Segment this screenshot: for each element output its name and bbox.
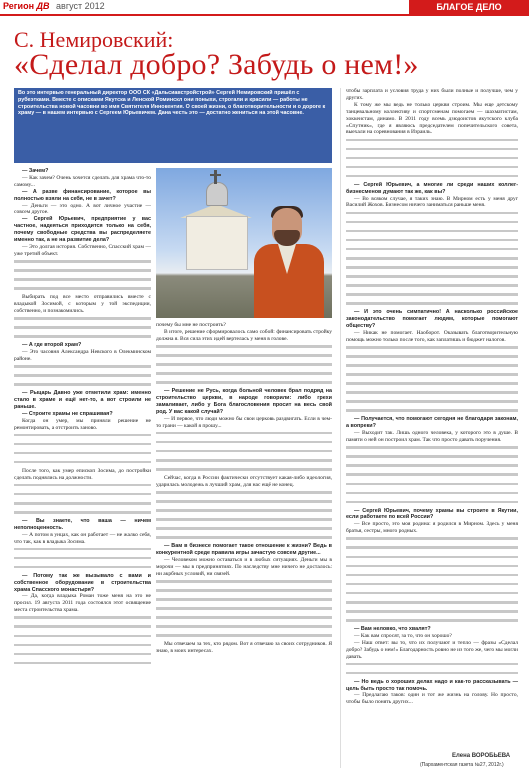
text-line: [14, 616, 151, 623]
text-line: [346, 592, 518, 599]
text-line: [346, 483, 518, 490]
text-line: [156, 616, 332, 623]
text-line: [346, 610, 518, 617]
text-line: [156, 580, 332, 587]
text-line: [156, 354, 332, 361]
text-line: [346, 239, 518, 246]
column-left: [14, 168, 151, 766]
paragraph: — А где второй храм?: [22, 342, 82, 349]
text-line: [346, 583, 518, 590]
text-line: [346, 382, 518, 389]
paragraph: — А разве финансирование, которое вы полностью взяли на себя, не в зачет?: [14, 188, 151, 202]
text-line: [14, 653, 151, 660]
paragraph: После того, как умер епископ Зосима, до постройки сделать поднялись на должности.: [14, 467, 151, 481]
text-line: [14, 461, 151, 468]
text-line: [156, 432, 332, 439]
text-line: [156, 468, 332, 475]
text-line: [346, 464, 518, 471]
text-line: [346, 266, 518, 273]
text-line: [346, 501, 518, 508]
text-line: [346, 355, 518, 362]
paragraph: — Предлагаю таков: один и тот же жизнь на голову. Но просто, чтобы было понять других...: [346, 692, 518, 706]
paragraph: — Вы знаете, что ваша — ничем неполноценность.: [14, 517, 151, 531]
text-line: [346, 293, 518, 300]
portrait-person: [254, 208, 324, 318]
text-line: [346, 601, 518, 608]
text-line: [156, 589, 332, 596]
text-line: [14, 335, 151, 342]
paragraph: В итоге, решение сформировалось само собой: финансировать стройку должна я. Вся сила этих идей вертелась у меня в голове.: [156, 328, 332, 342]
paragraph: — Получается, что помогают сегодня не благодаря законам, а вопреки?: [346, 416, 518, 430]
text-line: [346, 364, 518, 371]
paragraph: — Сергей Юрьевич, а многие ли среди наших коллег-бизнесменов думают так же, как вы?: [346, 181, 518, 195]
text-line: [14, 383, 151, 390]
text-line: [156, 625, 332, 632]
text-line: [14, 365, 151, 372]
text-line: [346, 672, 518, 679]
source-note: (Пархаментская газета №27, 2012г.): [420, 762, 504, 768]
text-line: [346, 556, 518, 563]
headline: «Сделал добро? Забудь о нем!»: [14, 48, 419, 81]
paragraph: К тому же мы ведь не только церкви строим. Мы еще детскому танцевальному коллективу и спортсменам помогаем — шахматистам, хоккеистам, динамо. В 2011 году всемь дзюдоистов якутского клуба «Спутник», где я являюсь председателем попечительского совета, выехали на соревнования в Израиль.: [346, 101, 518, 136]
text-line: [14, 374, 151, 381]
paragraph: — Все просто, это моя родина: я родился в Мирном. Здесь у меня братья, сестры, много родных.: [346, 521, 518, 535]
text-line: [346, 373, 518, 380]
text-line: [14, 452, 151, 459]
column-right: [346, 88, 518, 748]
text-line: [346, 212, 518, 219]
text-line: [346, 175, 518, 182]
paragraph: — Это долгая история. Собственно, Спасский храм — уже третий объект.: [14, 243, 151, 257]
text-line: [156, 500, 332, 507]
text-line: [14, 548, 151, 555]
text-line: [156, 345, 332, 352]
text-line: [346, 455, 518, 462]
paragraph: Когда он умер, мы приняли решение не ремонтировать, а отстроить заново.: [14, 417, 151, 431]
text-line: [14, 434, 151, 441]
paragraph: — Во всяком случае, я таких знаю. В Мирном есть у меня друг Василий Жохов. Бизнесом ничего заниматься раньше меня.: [346, 195, 518, 209]
text-line: [346, 248, 518, 255]
text-line: [346, 400, 518, 407]
paragraph: — Человеком можно оставаться и в любых ситуациях. Деньги мы в морочи — мы в предпринятиях. По наследству мне ничего не досталось: ни акрбных условий, ни связей.: [156, 557, 332, 577]
paragraph: почему бы мне не построить?: [156, 322, 226, 328]
text-line: [156, 598, 332, 605]
text-line: [14, 635, 151, 642]
paragraph: — Вам неловко, что хвалят?: [354, 625, 431, 632]
text-line: [346, 663, 518, 670]
text-line: [14, 662, 151, 669]
paragraph: — И это очень симпатично! А насколько российское законодательство помогает людям, которые помогают обществу?: [346, 309, 518, 330]
text-line: [156, 372, 332, 379]
text-line: [14, 260, 151, 267]
text-line: [346, 473, 518, 480]
text-line: [156, 634, 332, 641]
text-line: [346, 257, 518, 264]
lead-paragraph: Во это интервью генеральный директор ООО СК «Дальсиавстройстрой» Сергей Немировский пришёл с рубеэтками. Вместе с описками Якутска и Ленской Роминскл они поныхи, строгали и красили — работы не строительства новой часовни во имя Святителя Иннокентия. О своей жизни, о благотворительности и о дороге к храму — в нашем интервью с Сергеем Юрьевичем. Дана честь это — достатно жениться на этой часовне.: [14, 88, 332, 163]
paragraph: Мы отвечаем за тех, кто рядом. Вот я отвечаю за своих сотрудников. Я знаю, в моих интересах.: [156, 641, 332, 655]
paragraph: — Как зачем? Очень хочется сделать для храма что-то самому...: [14, 174, 151, 188]
author-line: С. Немировский:: [14, 27, 174, 52]
cross-icon: [214, 170, 217, 184]
text-line: [346, 166, 518, 173]
paragraph: — Наш ответ: вы то, что их получают и тепло — фразы «Сделал добро? Забудь о нем!» Благодарность ровно не из того же, чего мы могли давать.: [346, 639, 518, 660]
text-line: [346, 391, 518, 398]
church-dome: [206, 182, 228, 206]
cross-bar: [210, 174, 221, 176]
text-line: [346, 546, 518, 553]
text-line: [14, 644, 151, 651]
text-line: [156, 607, 332, 614]
text-line: [346, 230, 518, 237]
text-line: [346, 221, 518, 228]
text-line: [346, 565, 518, 572]
author-signature: Елена ВОРОБЬЕВА: [452, 753, 511, 759]
text-line: [14, 278, 151, 285]
region-label: Регион: [3, 1, 34, 11]
paragraph: — Рыцарь Давно уже отметили храм: именно стало в храме и ещё нет-то, а вот строили не раньше.: [14, 390, 151, 410]
text-line: [156, 509, 332, 516]
text-line: [14, 511, 151, 518]
paragraph: чтобы зарплата и условия труда у них были полные и получше, чем у других.: [346, 88, 518, 101]
text-line: [14, 625, 151, 632]
text-line: [156, 363, 332, 370]
text-line: [346, 574, 518, 581]
page-header-left: [3, 1, 105, 11]
text-line: [14, 326, 151, 333]
section-tag: БЛАГОЕ ДЕЛО: [409, 0, 529, 14]
paragraph: — Сергей Юрьевич, почему храмы вы строите в Якутии, если работаете по всей России?: [346, 507, 518, 521]
article-photo: [156, 168, 332, 318]
paragraph: — Строите храмы не спрашивая?: [22, 410, 113, 417]
column-divider: [340, 88, 341, 768]
header-rule: [0, 14, 529, 16]
text-line: [14, 443, 151, 450]
text-line: [346, 157, 518, 164]
text-line: [14, 269, 151, 276]
text-line: [346, 148, 518, 155]
text-line: [346, 346, 518, 353]
text-line: [346, 446, 518, 453]
column-middle: [156, 322, 332, 766]
text-line: [346, 619, 518, 626]
text-line: [14, 493, 151, 500]
paragraph: — Деньги — это одно. А вот личное участие — совсем другое.: [14, 202, 151, 216]
text-line: [14, 484, 151, 491]
text-line: [156, 450, 332, 457]
paragraph: — Никак не помогает. Наоборот. Оказывать благотворительную помощь можно только после того, как заплатишь и бюджет налогов.: [346, 329, 518, 343]
region-suffix: ДВ: [36, 1, 50, 11]
paragraph: — И первое, что люди можно бы свои церковь раздвигать. Если в чем-то грани — какой я прошу...: [156, 415, 332, 429]
paragraph: — Вам в бизнесе помогает такое отношение к жизни? Ведь в конкурентной среде правила игры зачастую совсем другие...: [156, 543, 332, 557]
paragraph: Выбирать под все место отправились вместе с владыкой Зосимой, с которым у той экспедиции, собственно, и познакомились.: [14, 294, 151, 314]
paragraph: — Зачем?: [22, 168, 49, 174]
text-line: [156, 491, 332, 498]
paragraph: — Но ведь о хороших делах надо и как-то рассказывать — цель быть просто так помочь.: [346, 678, 518, 692]
text-line: [156, 441, 332, 448]
text-line: [14, 317, 151, 324]
text-line: [156, 527, 332, 534]
issue-month: август 2012: [56, 1, 105, 11]
paragraph: — А потом в унцах, как он работает — не жалко себя, что так, как в владыка Зосима.: [14, 531, 151, 545]
text-line: [14, 566, 151, 573]
paragraph: — Как вам спросят, за то, что он хорошо?: [354, 632, 452, 639]
paragraph: — Решение не Русь, когда больной человек брал подряд на строительство церкви, в народе говорили: либо грехи замаливает, либо у Бога благословения просит на весь свой род. У вас какой случай?: [156, 388, 332, 415]
text-line: [14, 502, 151, 509]
paragraph: Сейчас, когда в России фактически отсутствует какая-либо идеология, ударилась молодежь в лучший храм, для нас ещё не конец.: [156, 474, 332, 488]
text-line: [156, 518, 332, 525]
paragraph: — Сергей Юрьевич, предприятие у вас частное, надеяться приходится только на себя, почему свободные средства вы распределяете именно так, а не на развитие дела?: [14, 216, 151, 244]
text-line: [346, 284, 518, 291]
page-header: [0, 0, 529, 14]
text-line: [156, 459, 332, 466]
paragraph: — Это часовня Александра Невского в Олекминском районе.: [14, 348, 151, 362]
text-line: [346, 492, 518, 499]
text-line: [346, 139, 518, 146]
paragraph: — Выходит так. Лишь одного человека, у которого это в душе. В памяти о ней он построил храм. Так что просто давать поручения.: [346, 430, 518, 444]
text-line: [14, 557, 151, 564]
paragraph: — Да, когда владыка Роман тоже меня на это не просил. 19 августа 2011 года состоялся этот освящение места строительства храма.: [14, 593, 151, 614]
text-line: [346, 275, 518, 282]
text-line: [346, 537, 518, 544]
church-building: [186, 216, 248, 270]
paragraph: — Потому так же вызывало с вами и собственное оборудование в строительства храма Спасского монастыря?: [14, 572, 151, 593]
